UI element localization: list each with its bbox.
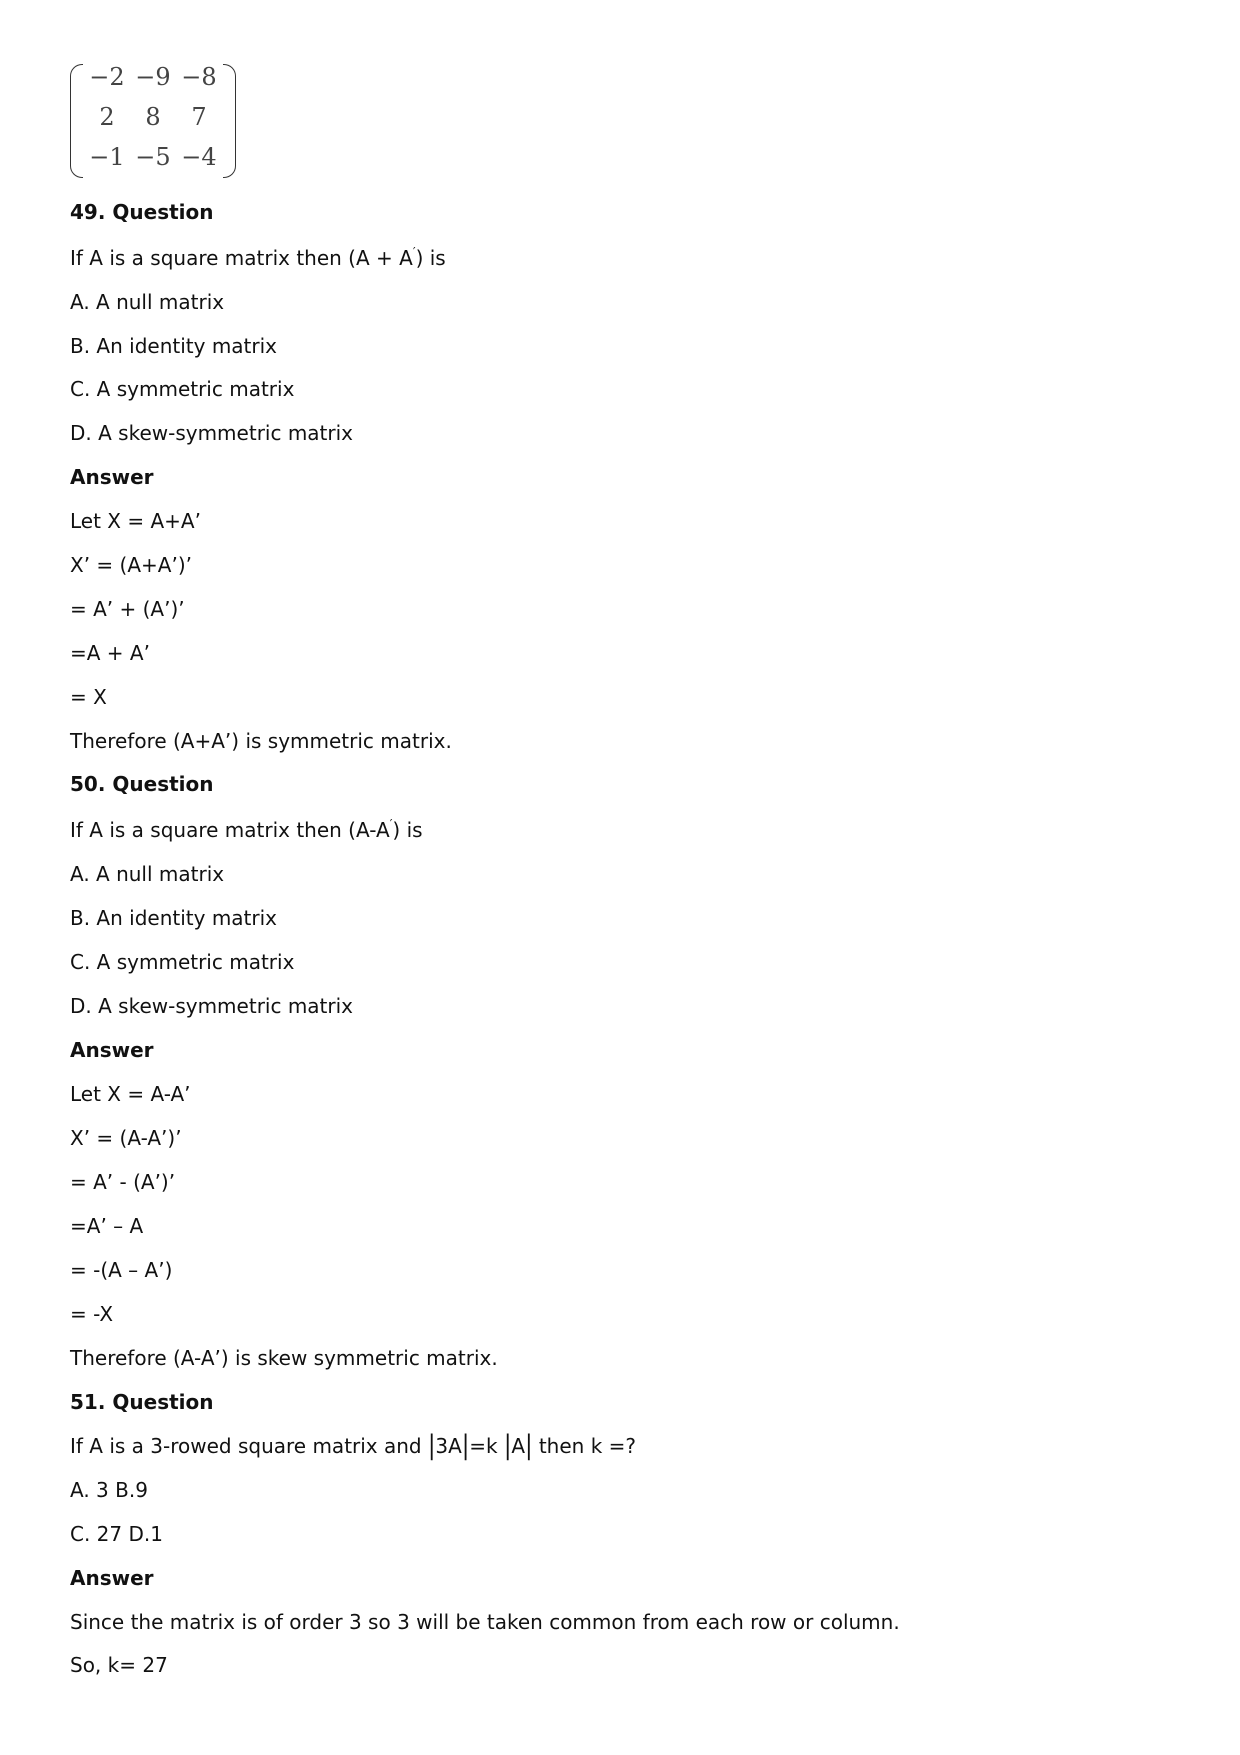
matrix-cell: −5 — [135, 143, 171, 171]
question-title: 51. Question — [70, 1390, 214, 1414]
answer-heading: Answer — [70, 1566, 154, 1590]
stem-text: If A is a 3-rowed square matrix and — [70, 1434, 428, 1458]
abs-bar: | — [461, 1431, 470, 1462]
matrix-right-bracket — [223, 64, 236, 178]
option-a: A. A null matrix — [70, 862, 225, 886]
matrix-row — [84, 62, 222, 102]
matrix-cell: 2 — [99, 103, 115, 131]
answer-step: =A’ – A — [70, 1214, 144, 1238]
abs-bar: | — [428, 1431, 436, 1462]
question-stem — [70, 1431, 637, 1462]
answer-step: = -(A – A’) — [70, 1258, 173, 1282]
matrix-row — [84, 142, 222, 182]
prime-mark: ′ — [412, 245, 416, 259]
answer-heading: Answer — [70, 465, 154, 489]
answer-step: = X — [70, 685, 107, 709]
question-title: 49. Question — [70, 200, 214, 224]
stem-text: ) is — [392, 818, 423, 842]
abs-bar: | — [503, 1431, 512, 1462]
option-line: C. 27 D.1 — [70, 1522, 163, 1546]
stem-text: =k — [469, 1434, 504, 1458]
answer-heading: Answer — [70, 1038, 154, 1062]
answer-step: = -X — [70, 1302, 114, 1326]
abs-bar: | — [525, 1431, 533, 1462]
stem-text: A — [511, 1434, 526, 1458]
answer-step: Let X = A+A’ — [70, 509, 201, 533]
matrix-row — [84, 102, 222, 142]
option-c: C. A symmetric matrix — [70, 950, 295, 974]
option-b: B. An identity matrix — [70, 334, 278, 358]
option-b: B. An identity matrix — [70, 906, 278, 930]
answer-step: =A + A’ — [70, 641, 150, 665]
answer-conclusion: Therefore (A+A’) is symmetric matrix. — [70, 729, 452, 753]
stem-text: ) is — [415, 246, 446, 270]
option-a: A. A null matrix — [70, 290, 225, 314]
question-stem — [70, 245, 446, 271]
matrix-cell: 7 — [191, 103, 207, 131]
matrix-cell: −2 — [89, 63, 125, 91]
answer-step: So, k= 27 — [70, 1653, 168, 1677]
question-stem — [70, 817, 423, 843]
prime-mark: ′ — [389, 817, 393, 831]
answer-step: = A’ + (A’)’ — [70, 597, 185, 621]
matrix-cell: −8 — [181, 63, 217, 91]
matrix-display — [70, 62, 236, 178]
answer-step: Since the matrix is of order 3 so 3 will be taken common from each row or column. — [70, 1610, 900, 1634]
stem-text: If A is a square matrix then (A-A — [70, 818, 390, 842]
stem-text: then k =? — [532, 1434, 637, 1458]
matrix-cell: −4 — [181, 143, 217, 171]
answer-step: X’ = (A-A’)’ — [70, 1126, 182, 1150]
question-title: 50. Question — [70, 772, 214, 796]
option-line: A. 3 B.9 — [70, 1478, 148, 1502]
stem-text: 3A — [435, 1434, 462, 1458]
answer-step: X’ = (A+A’)’ — [70, 553, 192, 577]
stem-text: If A is a square matrix then (A + A — [70, 246, 413, 270]
matrix-cell: −1 — [89, 143, 125, 171]
matrix-cell: 8 — [145, 103, 161, 131]
matrix-left-bracket — [70, 64, 83, 178]
answer-step: Let X = A-A’ — [70, 1082, 191, 1106]
option-d: D. A skew-symmetric matrix — [70, 994, 354, 1018]
option-c: C. A symmetric matrix — [70, 377, 295, 401]
option-d: D. A skew-symmetric matrix — [70, 421, 354, 445]
answer-step: = A’ - (A’)’ — [70, 1170, 176, 1194]
answer-conclusion: Therefore (A-A’) is skew symmetric matrix. — [70, 1346, 498, 1370]
matrix-cell: −9 — [135, 63, 171, 91]
